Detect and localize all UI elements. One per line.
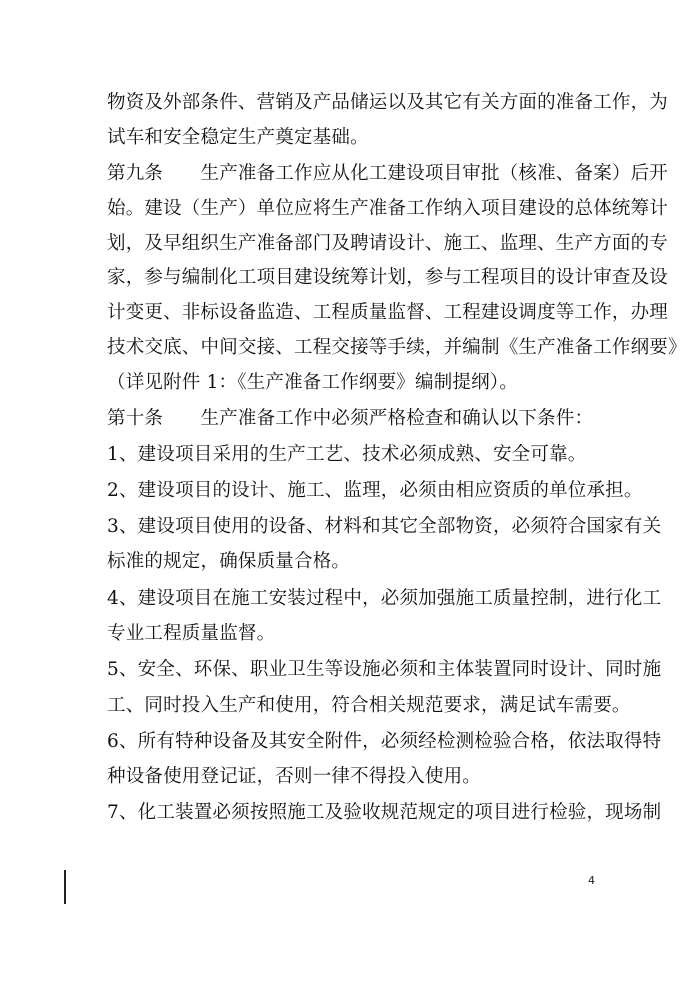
text-line: 试车和安全稳定生产奠定基础。 [107,127,369,148]
text-line: 第十条 生产准备工作中必须严格检查和确认以下条件： [107,408,594,429]
text-line: 5、安全、环保、职业卫生等设施必须和主体装置同时设计、同时施 [107,659,662,680]
text-line: 计变更、非标设备监造、工程质量监督、工程建设调度等工作，办理 [107,302,669,323]
text-line: 6、所有特种设备及其安全附件，必须经检测检验合格，依法取得特 [107,731,662,752]
margin-bar [64,870,66,904]
text-line: 3、建设项目使用的设备、材料和其它全部物资，必须符合国家有关 [107,516,662,537]
text-line: 7、化工装置必须按照施工及验收规范规定的项目进行检验，现场制 [107,802,662,823]
text-line: 1、建设项目采用的生产工艺、技术必须成熟、安全可靠。 [107,444,587,465]
text-line: 标准的规定，确保质量合格。 [107,551,351,572]
text-line: 2、建设项目的设计、施工、监理，必须由相应资质的单位承担。 [107,480,643,501]
text-line: 技术交底、中间交接、工程交接等手续，并编制《生产准备工作纲要》 [107,337,687,358]
text-line: （详见附件 1：《生产准备工作纲要》编制提纲）。 [107,372,518,393]
text-line: 划，及早组织生产准备部门及聘请设计、施工、监理、生产方面的专 [107,233,669,254]
text-line: 第九条 生产准备工作应从化工建设项目审批（核准、备案）后开 [107,163,669,184]
text-line: 始。建设（生产）单位应将生产准备工作纳入项目建设的总体统筹计 [107,198,669,219]
text-line: 物资及外部条件、营销及产品储运以及其它有关方面的准备工作，为 [107,92,669,113]
page-number: 4 [588,874,595,887]
text-line: 专业工程质量监督。 [107,623,276,644]
text-line: 工、同时投入生产和使用，符合相关规范要求，满足试车需要。 [107,695,631,716]
text-line: 4、建设项目在施工安装过程中，必须加强施工质量控制，进行化工 [107,588,662,609]
text-line: 家，参与编制化工项目建设统筹计划，参与工程项目的设计审查及设 [107,267,669,288]
text-line: 种设备使用登记证，否则一律不得投入使用。 [107,766,482,787]
